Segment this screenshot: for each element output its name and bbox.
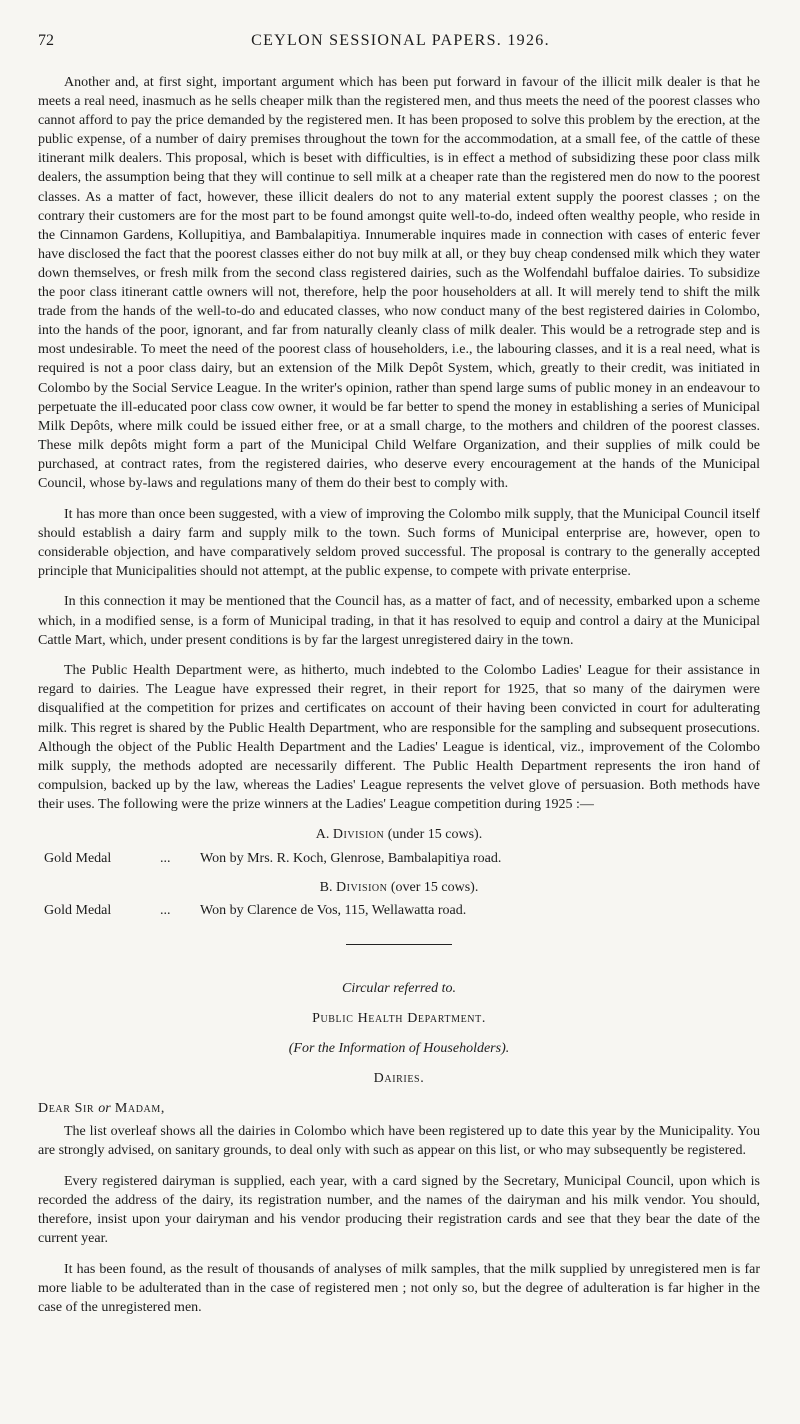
leader-dots: ...: [160, 902, 171, 918]
running-title: CEYLON SESSIONAL PAPERS. 1926.: [251, 32, 550, 49]
paragraph-milk-dealer-argument: Another and, at first sight, important argument which has been put forward in favour of the illicit milk dealer is that he meets a real need, inasmuch as he sells cheaper milk than the registered men, and thus meets the need of the poorest classes who cannot afford to pay the price demanded by the registered men. It has been proposed to solve this problem by the erection, at the public expense, of a number of dairy premises throughout the town for the accommodation, at a small fee, of the cattle of these itinerant milk dealers. This proposal, which is beset with difficulties, is in effect a method of subsidizing these poor class milk dealers, the assumption being that they will continue to sell milk at a cheaper rate than the registered men do now to the poorest classes. As a matter of fact, however, these illicit dealers do not to any material extent supply the poorest classes ; on the contrary their customers are for the most part to be found amongst quite well-to-do, indeed often wealthy people, who reside in the Cinnamon Gardens, Kollupitiya, and Bambalapitiya. Innumerable inquires made in connection with cases of enteric fever have disclosed the fact that the poorest classes either do not buy milk at all, or they buy cheap condensed milk which they water down themselves, or fresh milk from the second class registered dairies, such as the Wolfendahl buffaloe dairies. To subsidize the poor class itinerant cattle owners will not, therefore, help the poor householders at all. It will merely tend to shift the milk trade from the hands of the well-to-do and educated classes, who now conduct many of the best registered dairies in Colombo, into the hands of the poor, ignorant, and far from naturally cleanly class of milk dealer. This would be a retrograde step and is most undesirable. To meet the need of the poorest class of householders, i.e., the labouring classes, and it is a real need, what is required is not a poor class dairy, but an extension of the Milk Depôt System, which, greatly to their credit, was initiated in Colombo by the Social Service League. In the writer's opinion, rather than spend large sums of public money in an endeavour to perpetuate the ill-educated poor class cow owner, it would be far better to spend the money in establishing a series of Municipal Milk Depôts, where milk could be issued either free, or at a small charge, to the mothers and children of the poorest classes. These milk depôts might form a part of the Municipal Child Welfare Organization, and their supplies of milk could be purchased, at contract rates, from the registered dairies, who deserve every encouragement at the hands of the Municipal Council, whose by-laws and regulations many of them do their best to comply with.: [38, 75, 760, 491]
division-a-prize: [38, 849, 760, 868]
circular-subheading: (For the Information of Householders).: [288, 1041, 510, 1057]
prize-winner: Won by Clarence de Vos, 115, Wellawatta road.: [200, 902, 467, 918]
paragraph-municipal-trading: In this connection it may be mentioned that the Council has, as a matter of fact, and of necessity, embarked upon a scheme which, in a modified sense, is a form of Municipal trading, in that it has resolved to equip and control a dairy at the Municipal Cattle Mart, which, under present conditions is by far the largest unregistered dairy in the town.: [38, 594, 760, 648]
dairies-heading: Dairies.: [373, 1071, 425, 1087]
salutation: Dear Sir or Madam,: [38, 1101, 165, 1117]
prize-winner: Won by Mrs. R. Koch, Glenrose, Bambalapitiya road.: [200, 850, 502, 866]
circular-paragraph-cards: Every registered dairyman is supplied, each year, with a card signed by the Secretary, Municipal Council, upon which is recorded the address of the dairy, its registration number, and the names of the dairyman and his milk vendor. You should, therefore, insist upon your dairyman and his vendor producing their registration cards and see that they bear the date of the current year.: [38, 1174, 760, 1247]
section-divider: [346, 944, 452, 945]
document-body: [38, 73, 760, 1329]
medal-label: Gold Medal: [44, 850, 112, 866]
paragraph-municipal-dairy-farm: It has more than once been suggested, with a view of improving the Colombo milk supply, that the Municipal Council itself should establish a dairy farm and supply milk to the town. Such forms of Municipal enterprise are, however, open to considerable objection, and have comparatively seldom proved successful. The proposal is contrary to the generally accepted principle that Municipalities should not attempt, at the public expense, to compete with private enterprise.: [38, 506, 760, 579]
division-b-prize: [38, 901, 760, 920]
circular-paragraph-list: The list overleaf shows all the dairies in Colombo which have been registered up to date this year by the Municipality. You are strongly advised, on sanitary grounds, to deal only with such as appear on this list, or who may subsequently be registered.: [38, 1124, 760, 1159]
paragraph-ladies-league: The Public Health Department were, as hitherto, much indebted to the Colombo Ladies' League for their assistance in regard to dairies. The League have expressed their regret, in their report for 1925, that so many of the dairymen were disqualified at the competition for prizes and certificates on account of their having been convicted in court for adulterating milk. This regret is shared by the Public Health Department, who are responsible for the sampling and subsequent prosecutions. Although the object of the Public Health Department and the Ladies' League is identical, viz., improvement of the Colombo milk supply, the methods adopted are necessarily different. The Public Health Department represents the iron hand of compulsion, backed up by the law, whereas the Ladies' League represents the velvet glove of persuasion. Both methods have their uses. The following were the prize winners at the Ladies' League competition during 1925 :—: [38, 663, 760, 812]
division-b-title: B. Division (over 15 cows).: [319, 879, 479, 895]
leader-dots: ...: [160, 850, 171, 866]
medal-label: Gold Medal: [44, 902, 112, 918]
circular-paragraph-adulteration: It has been found, as the result of thousands of analyses of milk samples, that the milk supplied by unregistered men is far more liable to be adulterated than in the case of registered men ; not only so, but the degree of adulteration is far higher in the case of the unregistered men.: [38, 1261, 760, 1316]
circular-heading: Circular referred to.: [342, 980, 456, 996]
department-heading: Public Health Department.: [312, 1010, 486, 1026]
page-number: 72: [38, 32, 54, 49]
division-a-title: A. Division (under 15 cows).: [315, 827, 483, 843]
page-header: [38, 32, 763, 56]
